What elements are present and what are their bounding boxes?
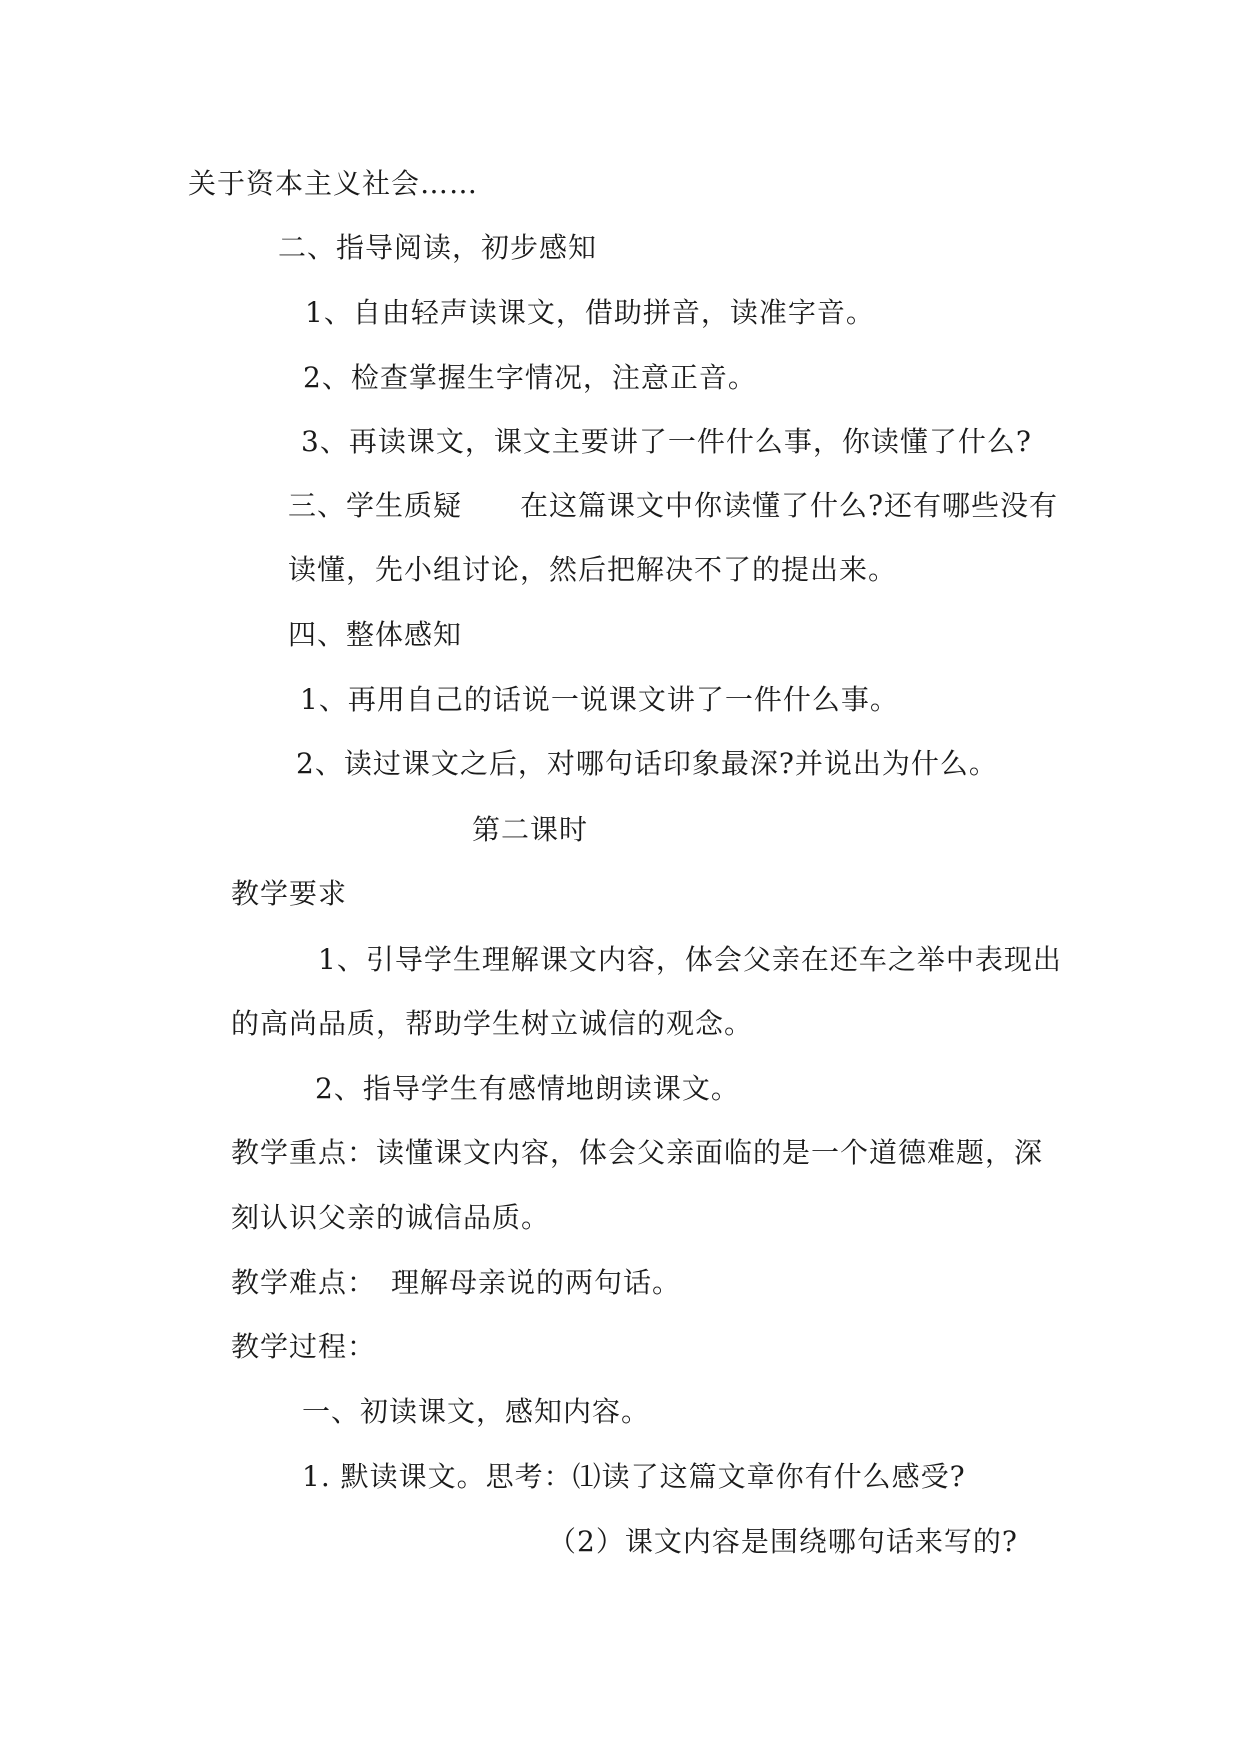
lesson-title: 第二课时 <box>472 813 589 846</box>
list-item: 1、自由轻声读课文，借助拼音，读准字音。 <box>305 296 875 329</box>
text-line: 教学重点：读懂课文内容，体会父亲面临的是一个道德难题，深 <box>231 1136 1044 1169</box>
text-line: 刻认识父亲的诚信品质。 <box>231 1201 551 1234</box>
section-heading: 四、整体感知 <box>288 618 463 651</box>
list-item: 2、读过课文之后，对哪句话印象最深?并说出为什么。 <box>296 747 998 780</box>
list-item: 2、指导学生有感情地朗读课文。 <box>315 1072 740 1105</box>
list-item: 1. 默读课文。思考：⑴读了这篇文章你有什么感受? <box>302 1460 966 1493</box>
section-heading: 教学要求 <box>231 877 348 910</box>
list-item: 1、引导学生理解课文内容，体会父亲在还车之举中表现出 <box>318 943 1062 976</box>
text-line: 读懂，先小组讨论，然后把解决不了的提出来。 <box>288 553 898 586</box>
list-item: （2）课文内容是围绕哪句话来写的? <box>548 1525 1018 1558</box>
text-line: 的高尚品质，帮助学生树立诚信的观念。 <box>231 1007 754 1040</box>
list-item: 1、再用自己的话说一说课文讲了一件什么事。 <box>300 683 899 716</box>
section-heading: 三、学生质疑 在这篇课文中你读懂了什么?还有哪些没有 <box>288 489 1059 522</box>
section-heading: 一、初读课文，感知内容。 <box>302 1395 651 1428</box>
list-item: 2、检查掌握生字情况，注意正音。 <box>303 361 757 394</box>
list-item: 3、再读课文，课文主要讲了一件什么事，你读懂了什么? <box>301 425 1032 458</box>
section-heading: 二、指导阅读，初步感知 <box>278 231 598 264</box>
text-line: 关于资本主义社会…… <box>188 167 479 200</box>
text-line: 教学难点： 理解母亲说的两句话。 <box>231 1266 682 1299</box>
section-heading: 教学过程： <box>231 1330 377 1363</box>
